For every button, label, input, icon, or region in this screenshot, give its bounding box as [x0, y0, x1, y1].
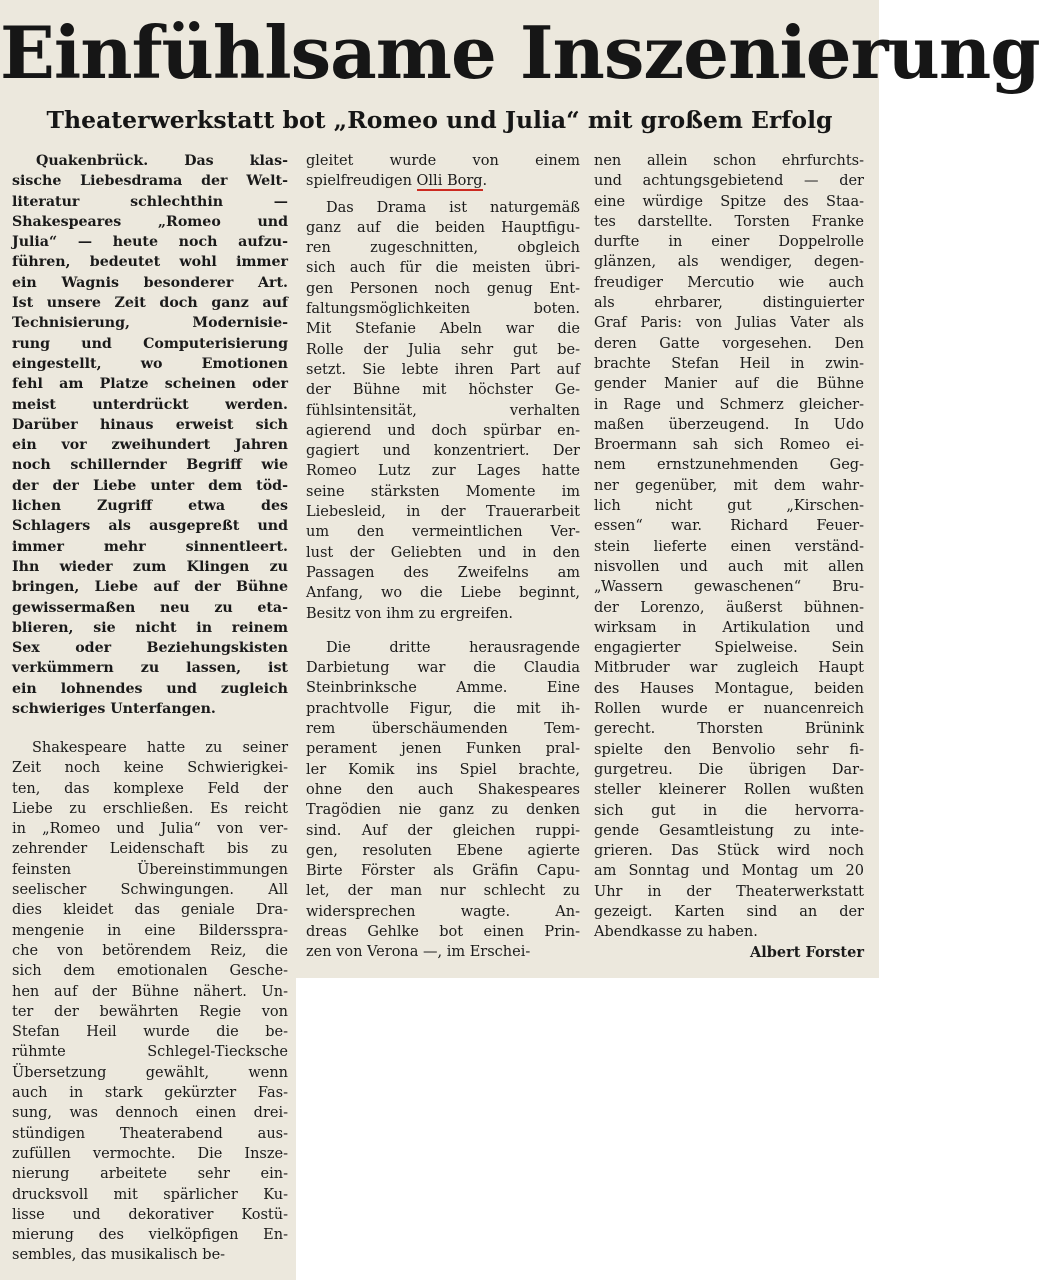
text-line: ganz auf die beiden Hauptfigu- [306, 219, 580, 236]
text-line: Sex oder Beziehungskisten [12, 640, 288, 657]
text-line: prachtvolle Figur, die mit ih- [306, 700, 580, 717]
text-line: ren zugeschnitten, obgleich [306, 240, 580, 257]
text-line: gen Personen noch genug Ent- [306, 280, 580, 297]
text-line: engagierter Spielweise. Sein [594, 640, 864, 657]
text-line: seelischer Schwingungen. All [12, 882, 288, 899]
text-line: nen allein schon ehrfurchts- [594, 153, 864, 169]
text-line: immer mehr sinnentleert. [12, 538, 288, 555]
text-line: che von betörendem Reiz, die [12, 942, 288, 959]
text-line: brachte Stefan Heil in zwin- [594, 355, 864, 372]
column-2 [306, 151, 580, 963]
text-line: feinsten Übereinstimmungen [12, 861, 288, 878]
text-line: zehrender Leidenschaft bis zu [12, 841, 288, 858]
text-line: Tragödien nie ganz zu denken [306, 802, 580, 819]
text-line: gender Manier auf die Bühne [594, 376, 864, 393]
column-1-lead [12, 151, 288, 719]
text-line: bringen, Liebe auf der Bühne [12, 579, 288, 596]
text-line: freudiger Mercutio wie auch [594, 274, 864, 291]
text-line: nisvollen und auch mit allen [594, 558, 864, 575]
text-line: grieren. Das Stück wird noch [594, 843, 864, 860]
text-line: Übersetzung gewählt, wenn [12, 1064, 288, 1081]
text-line: eine würdige Spitze des Staa- [594, 193, 864, 210]
text-line: als ehrbarer, distinguierter [594, 295, 864, 312]
text-line: Rollen wurde er nuancenreich [594, 701, 864, 718]
text-line: Liebe zu erschließen. Es reicht [12, 800, 288, 817]
text-line: Shakespeare hatte zu seiner [32, 740, 288, 756]
text-line: dies kleidet das geniale Dra- [12, 902, 288, 919]
text-line: glänzen, als wendiger, degen- [594, 254, 864, 271]
text-line: ein Wagnis besonderer Art. [12, 274, 288, 291]
text-line: drucksvoll mit spärlicher Ku- [12, 1186, 288, 1203]
text-line: Julia“ — heute noch aufzu- [12, 234, 288, 251]
text-line: der Lorenzo, äußerst bühnen- [594, 599, 864, 616]
text-line: agierend und doch spürbar en- [306, 422, 580, 439]
text-line: stein lieferte einen verständ- [594, 538, 864, 555]
text-line: Quakenbrück. Das klas- [36, 153, 288, 169]
text-line: rem überschäumenden Tem- [306, 721, 580, 738]
text-line: gleitet wurde von einem [306, 153, 580, 169]
text-line: durfte in einer Doppelrolle [594, 234, 864, 251]
column-3 [594, 151, 864, 963]
text-line: Steinbrinksche Amme. Eine [306, 680, 580, 697]
text-line: steller kleinerer Rollen wußten [594, 782, 864, 799]
text-line: Mit Stefanie Abeln war die [306, 321, 580, 338]
text-line: der der Liebe unter dem töd- [12, 477, 288, 494]
text-line: in Rage und Schmerz gleicher- [594, 396, 864, 413]
text-line: um den vermeintlichen Ver- [306, 524, 580, 541]
text-line: Ist unsere Zeit doch ganz auf [12, 295, 288, 312]
text-line: nem ernstzunehmenden Geg- [594, 457, 864, 474]
text-line: widersprechen wagte. An- [306, 903, 580, 920]
text-line: meist unterdrückt werden. [12, 396, 288, 413]
text-line: faltungsmöglichkeiten boten. [306, 301, 580, 318]
author-byline: Albert Forster [749, 943, 864, 961]
text-line: perament jenen Funken pral- [306, 741, 580, 758]
text-line: sembles, das musikalisch be- [12, 1247, 226, 1264]
text-line: Liebesleid, in der Trauerarbeit [306, 504, 580, 521]
text-line: ten, das komplexe Feld der [12, 780, 288, 797]
text-line: Passagen des Zweifelns am [306, 564, 580, 581]
text-line: Schlagers als ausgepreßt und [12, 518, 288, 535]
text-line: Stefan Heil wurde die be- [12, 1024, 288, 1041]
text-line: sich dem emotionalen Gesche- [12, 963, 288, 980]
text-line: gen, resoluten Ebene agierte [306, 842, 580, 859]
text-line: dreas Gehlke bot einen Prin- [306, 923, 580, 940]
text-line: seine stärksten Momente im [306, 483, 580, 500]
text-line: wirksam in Artikulation und [594, 619, 864, 636]
text-line: sische Liebesdrama der Welt- [12, 173, 288, 190]
text-line: gewissermaßen neu zu eta- [12, 599, 288, 616]
text-line: Darbietung war die Claudia [306, 660, 580, 677]
text-line: auch in stark gekürzter Fas- [12, 1085, 288, 1102]
text-line: sich auch für die meisten übri- [306, 260, 580, 277]
text-line: noch schillernder Begriff wie [12, 457, 288, 474]
text-line: blieren, sie nicht in reinem [12, 619, 288, 636]
text-line: gende Gesamtleistung zu inte- [594, 822, 864, 839]
text-line: Die dritte herausragende [326, 639, 580, 656]
text-line: der Bühne mit höchster Ge- [306, 382, 580, 399]
text-line: Shakespeares „Romeo und [12, 213, 288, 230]
text-line: spielfreudigen Olli Borg. [306, 173, 488, 190]
text-line: ein lohnendes und zugleich [12, 680, 288, 697]
text-line: schwieriges Unterfangen. [12, 701, 216, 718]
text-line: gurgetreu. Die übrigen Dar- [594, 761, 864, 778]
text-line: maßen überzeugend. In Udo [594, 416, 864, 433]
text-line: sind. Auf der gleichen ruppi- [306, 822, 580, 839]
text-line: setzt. Sie lebte ihren Part auf [306, 361, 580, 378]
text-line: Darüber hinaus erweist sich [12, 416, 288, 433]
text-line: stündigen Theaterabend aus- [12, 1125, 288, 1142]
text-line: Uhr in der Theaterwerkstatt [594, 883, 864, 900]
subheadline: Theaterwerkstatt bot „Romeo und Julia“ mit großem Erfolg [46, 106, 833, 134]
text-line: Mitbruder war zugleich Haupt [594, 660, 864, 677]
text-line: ter der bewährten Regie von [12, 1003, 288, 1020]
text-line: nierung arbeitete sehr ein- [12, 1166, 288, 1183]
text-line: führen, bedeutet wohl immer [12, 254, 288, 271]
text-line: ner gegenüber, mit dem wahr- [594, 477, 864, 494]
text-line: gagiert und konzentriert. Der [306, 443, 580, 460]
text-line: „Wassern gewaschenen“ Bru- [594, 579, 864, 596]
text-line: Rolle der Julia sehr gut be- [306, 341, 580, 358]
text-line: deren Gatte vorgesehen. Den [594, 335, 864, 352]
text-line: hen auf der Bühne nähert. Un- [12, 983, 288, 1000]
text-line: eingestellt, wo Emotionen [12, 355, 288, 372]
text-line: und achtungsgebietend — der [594, 173, 864, 190]
paragraph [306, 638, 580, 963]
text-line: tes darstellte. Torsten Franke [594, 213, 864, 230]
text-line: lisse und dekorativer Kostü- [12, 1206, 288, 1223]
text-line: sung, was dennoch einen drei- [12, 1105, 288, 1122]
text-line: gezeigt. Karten sind an der [594, 903, 864, 920]
text-line: Anfang, wo die Liebe beginnt, [306, 585, 580, 602]
text-line: literatur schlechthin — [12, 193, 288, 210]
text-line: ohne den auch Shakespeares [306, 781, 580, 798]
text-line: Zeit noch keine Schwierigkei- [12, 760, 288, 777]
text-line: Das Drama ist naturgemäß [326, 199, 580, 216]
text-line: lich nicht gut „Kirschen- [594, 498, 864, 515]
text-line: Graf Paris: von Julias Vater als [594, 315, 864, 332]
headline: Einfühlsame Inszenierung [0, 10, 1040, 95]
text-line: in „Romeo und Julia“ von ver- [12, 821, 288, 838]
text-line: rung und Computerisierung [12, 335, 288, 352]
text-line: mierung des vielköpfigen En- [12, 1227, 288, 1244]
text-line: Technisierung, Modernisie- [12, 315, 288, 332]
text-line: mengenie in eine Bildersspra- [12, 922, 288, 939]
text-line: am Sonntag und Montag um 20 [594, 863, 864, 880]
text-line: rühmte Schlegel-Tiecksche [12, 1044, 288, 1061]
underlined-name: Olli Borg [416, 173, 483, 190]
text-line: lust der Geliebten und in den [306, 544, 580, 561]
text-line: lichen Zugriff etwa des [12, 498, 288, 515]
text-line: ler Komik ins Spiel brachte, [306, 761, 580, 778]
text-line: zufüllen vermochte. Die Insze- [12, 1145, 288, 1162]
text-line: Abendkasse zu haben. [594, 924, 758, 941]
text-line: let, der man nur schlecht zu [306, 883, 580, 900]
text-line: zen von Verona —, im Erschei- [306, 944, 531, 961]
text-line: gerecht. Thorsten Brünink [594, 721, 864, 738]
text-line: Romeo Lutz zur Lages hatte [306, 463, 580, 480]
text-line: Besitz von ihm zu ergreifen. [306, 605, 514, 622]
text-line: spielte den Benvolio sehr fi- [594, 741, 864, 758]
column-1-body [12, 738, 288, 1266]
paragraph [594, 151, 864, 943]
paragraph [306, 198, 580, 624]
text-line: Birte Förster als Gräfin Capu- [306, 863, 580, 880]
text-line: essen“ war. Richard Feuer- [594, 518, 864, 535]
text-line: fehl am Platze scheinen oder [12, 376, 288, 393]
text-line: des Hauses Montague, beiden [594, 680, 864, 697]
text-line: ein vor zweihundert Jahren [12, 437, 288, 454]
text-line: Broermann sah sich Romeo ei- [594, 437, 864, 454]
text-line: verkümmern zu lassen, ist [12, 660, 288, 677]
text-line: Ihn wieder zum Klingen zu [12, 558, 288, 575]
text-line: sich gut in die hervorra- [594, 802, 864, 819]
text-line: fühlsintensität, verhalten [306, 402, 580, 419]
